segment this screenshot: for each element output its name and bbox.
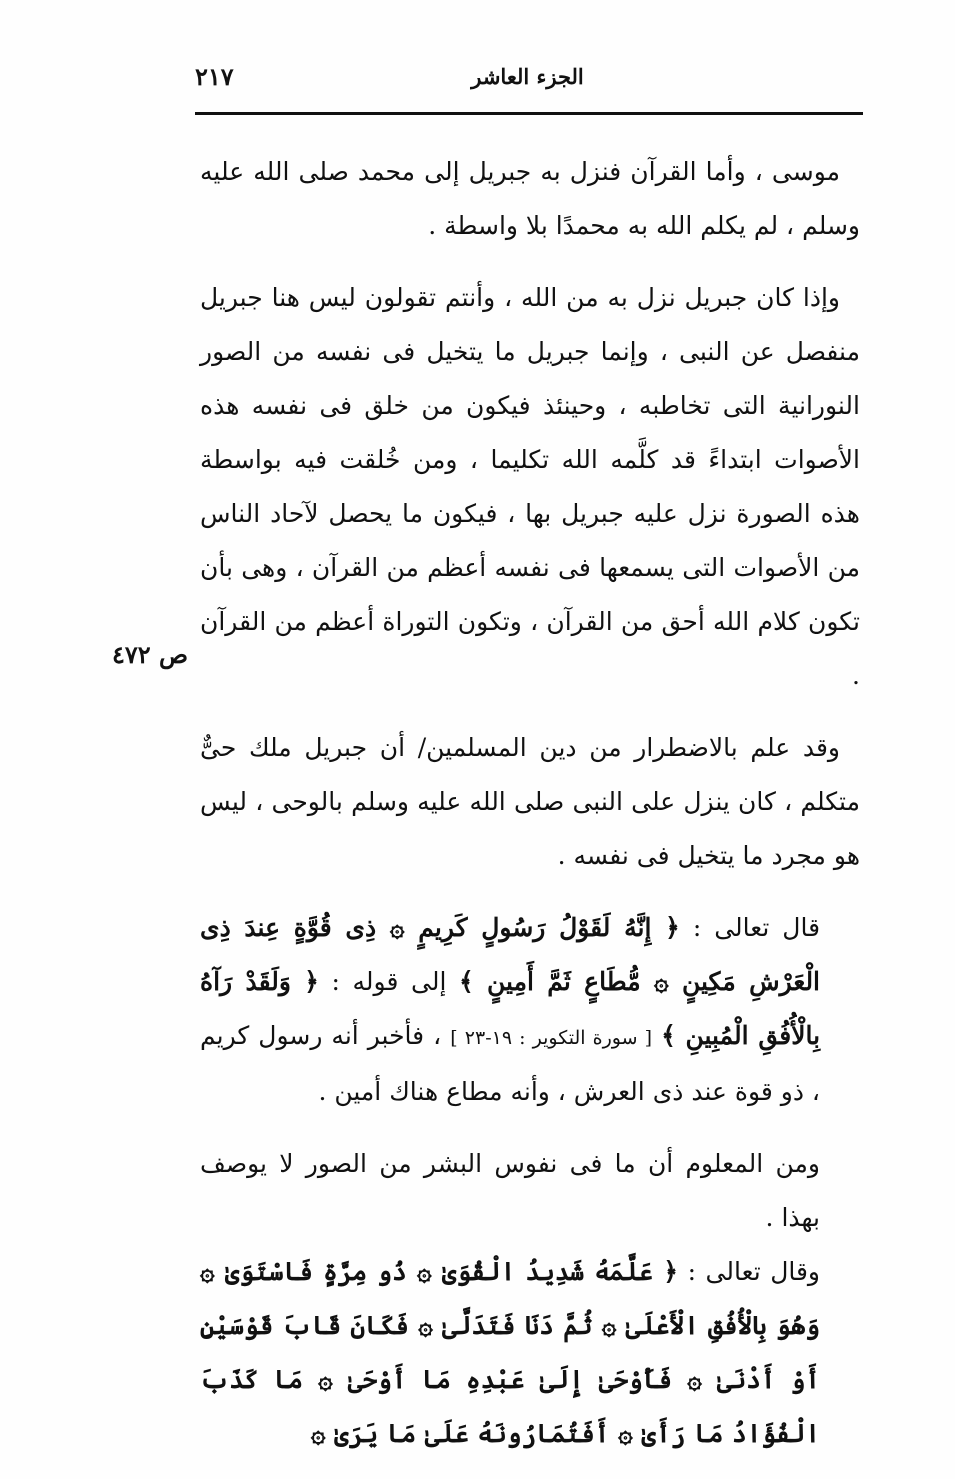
- page-number: ٢١٧: [195, 62, 234, 91]
- running-header-title: الجزء العاشر: [471, 64, 584, 89]
- body-text: [200, 145, 860, 1479]
- quote-paragraph-1: [200, 901, 860, 1119]
- quote-1-citation: [ سورة التكوير : ١٩-٢٣ ]: [450, 1027, 653, 1049]
- quote-1-rest: ، فأخبر أنه رسول كريم ، ذو قوة عند ذى العرش ، وأنه مطاع هناك أمين .: [200, 1021, 820, 1106]
- paragraph-2: وإذا كان جبريل نزل به من الله ، وأنتم تقولون ليس هنا جبريل منفصل عن النبى ، وإنما جبريل ما يتخيل فى نفسه من الصور النورانية التى تخاطبه ، وحينئذ فيكون من خلق فى نفسه هذه الأصوات ابتداءً قد كلَّمه الله تكليما ، ومن خُلقت فيه بواسطة هذه الصورة نزل عليه جبريل بها ، فيكون ما يحصل لآحاد الناس من الأصوات التى يسمعها فى نفسه أعظم من القرآن ، وهى بأن تكون كلام الله أحق من القرآن ، وتكون التوراة أعظم من القرآن .: [200, 283, 861, 690]
- quote-1-verse-2: ﴿ وَلَقَدْ رَآهُ بِالْأُفُقِ الْمُبِينِ ﴾: [200, 967, 821, 1050]
- margin-note: ص ٤٧٢: [111, 640, 189, 669]
- quote-1-verse-1: ﴿ إِنَّهُ لَقَوْلُ رَسُولٍ كَرِيمٍ ۞ ذِى قُوَّةٍ عِندَ ذِى الْعَرْشِ مَكِينٍ ۞ مُّطَاعٍ ثَمَّ أَمِينٍ ﴾: [200, 913, 821, 996]
- quote-1-intro: قال تعالى :: [692, 913, 821, 942]
- quote-2-intro: وقال تعالى :: [687, 1257, 821, 1286]
- quote-2-verse: ﴿ عَلَّمَهُ شَدِيدُ الْقُوَىٰ ۞ ذُو مِرَّةٍ فَاسْتَوَىٰ ۞ وَهُوَ بِالْأُفُقِ الْأَعْلَىٰ ۞ ثُمَّ دَنَا فَتَدَلَّىٰ ۞ فَكَانَ قَابَ قَوْسَيْنِ أَوْ أَدْنَىٰ ۞ فَأَوْحَىٰ إِلَىٰ عَبْدِهِ مَا أَوْحَىٰ ۞ مَا كَذَبَ الْفُؤَادُ مَا رَأَىٰ ۞ أَفَتُمَارُونَهُ عَلَىٰ مَا يَرَىٰ ۞: [200, 1257, 820, 1448]
- running-header: [195, 60, 860, 100]
- paragraph-3: وقد علم بالاضطرار من دين المسلمين/ أن جبريل ملك حىٌّ متكلم ، كان ينزل على النبى صلى الله عليه وسلم بالوحى ، ليس هو مجرد ما يتخيل فى نفسه .: [200, 733, 860, 870]
- paragraph-1: موسى ، وأما القرآن فنزل به جبريل إلى محمد صلى الله عليه وسلم ، لم يكلم الله به محمدًا بلا واسطة .: [200, 157, 860, 240]
- quote-paragraph-2: [200, 1245, 860, 1461]
- header-rule: [195, 112, 863, 115]
- quote-1-connector: إلى قوله :: [331, 967, 447, 996]
- paragraph-4: ومن المعلوم أن ما فى نفوس البشر من الصور لا يوصف بهذا .: [200, 1149, 820, 1232]
